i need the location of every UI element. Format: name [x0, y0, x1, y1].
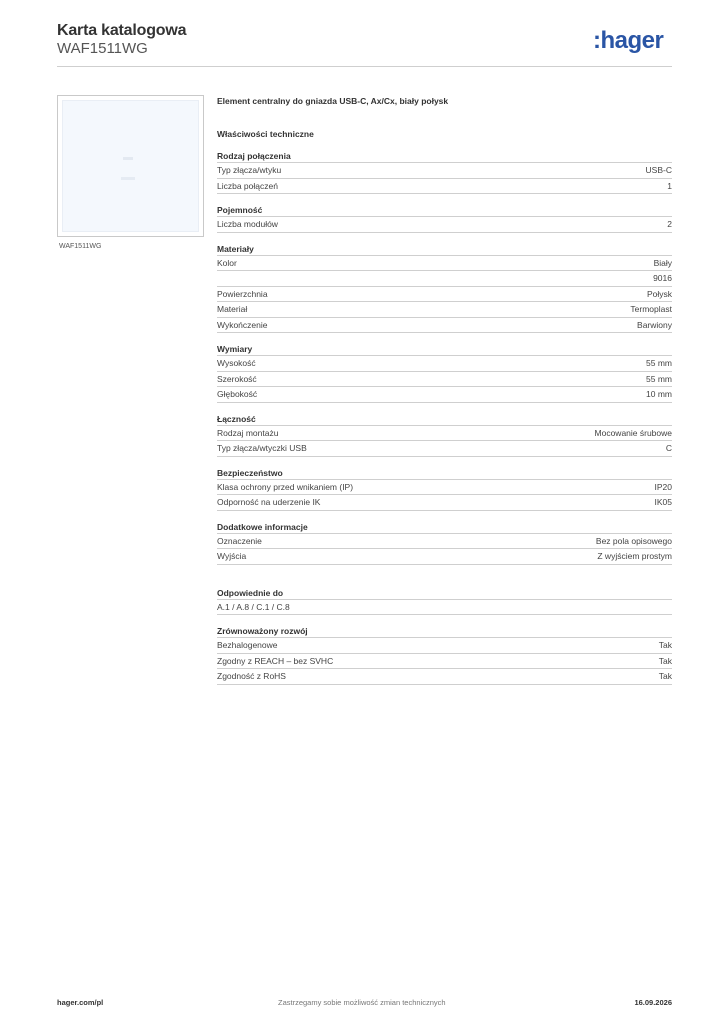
spec-row	[217, 549, 672, 565]
spec-row	[217, 255, 672, 272]
section-title: Rodzaj połączenia	[217, 151, 291, 161]
spec-label: Liczba modułów	[217, 219, 278, 229]
spec-value: 1	[667, 180, 672, 191]
section-title: Bezpieczeństwo	[217, 467, 283, 478]
suitable-section	[217, 587, 672, 616]
footer-notice: Zastrzegamy sobie możliwość zmian technicznych	[278, 998, 446, 1007]
spec-row	[217, 669, 672, 685]
spec-label: Liczba połączeń	[217, 180, 278, 191]
spec-value: Biały	[653, 257, 672, 268]
spec-value: Z wyjściem prostym	[597, 551, 672, 561]
spec-value: IK05	[654, 497, 672, 507]
spec-label: A.1 / A.8 / C.1 / C.8	[217, 601, 290, 612]
spec-value: 2	[667, 219, 672, 229]
spec-row	[217, 302, 672, 318]
technical-properties-title: Właściwości techniczne	[217, 129, 314, 139]
section-title: Pojemność	[217, 205, 263, 215]
spec-label: Zgodność z RoHS	[217, 671, 286, 681]
spec-row	[217, 372, 672, 388]
spec-label: Kolor	[217, 257, 237, 268]
logo-dots-icon: :	[593, 27, 601, 54]
image-caption: WAF1511WG	[59, 243, 102, 250]
section-title: Dodatkowe informacje	[217, 521, 308, 532]
hager-logo	[593, 28, 663, 54]
spec-value: Tak	[658, 640, 672, 650]
spec-value: IP20	[654, 481, 672, 492]
spec-value: C	[665, 443, 672, 453]
spec-value: Termoplast	[630, 304, 672, 314]
spec-value: 55 mm	[646, 358, 672, 368]
spec-label: Zgodny z REACH – bez SVHC	[217, 655, 334, 666]
spec-label: Wysokość	[217, 358, 256, 368]
spec-label: Wykończenie	[217, 319, 268, 330]
spec-section	[217, 521, 672, 565]
spec-section	[217, 343, 672, 403]
spec-label: Odporność na uderzenie IK	[217, 497, 321, 507]
document-header	[57, 22, 186, 58]
spec-label: Typ złącza/wtyku	[217, 165, 282, 175]
spec-label: Typ złącza/wtyczki USB	[217, 443, 307, 453]
footer-website: hager.com/pl	[57, 998, 104, 1007]
spec-row	[217, 654, 672, 670]
footer-date: 16.09.2026	[634, 998, 672, 1007]
header-divider	[57, 66, 672, 67]
spec-label: Bezhalogenowe	[217, 640, 278, 650]
spec-label: Oznaczenie	[217, 535, 262, 546]
spec-value: Mocowanie śrubowe	[594, 427, 672, 438]
specifications	[217, 95, 672, 695]
spec-value: Połysk	[646, 288, 672, 299]
spec-row	[217, 216, 672, 233]
spec-value: 55 mm	[646, 373, 672, 384]
section-title: Łączność	[217, 413, 256, 424]
spec-row	[217, 479, 672, 496]
usb-port-mark	[121, 177, 135, 180]
spec-row	[217, 387, 672, 403]
spec-label: Rodzaj montażu	[217, 427, 279, 438]
spec-section	[217, 467, 672, 511]
spec-label: Szerokość	[217, 373, 257, 384]
product-image-frame	[57, 95, 204, 237]
spec-label: Głębokość	[217, 389, 258, 399]
spec-value: 9016	[653, 273, 672, 283]
spec-value: Bez pola opisowego	[595, 535, 672, 546]
spec-row	[217, 533, 672, 550]
spacer	[217, 575, 672, 587]
spec-row	[217, 441, 672, 457]
product-description: Element centralny do gniazda USB-C, Ax/Cx, biały połysk	[217, 96, 449, 106]
sustainability-section	[217, 625, 672, 685]
spec-section	[217, 150, 672, 194]
spec-row	[217, 179, 672, 195]
spec-row	[217, 287, 672, 303]
spec-section	[217, 204, 672, 233]
product-reference: WAF1511WG	[57, 40, 148, 57]
spec-section	[217, 413, 672, 457]
spec-section	[217, 243, 672, 334]
section-title: Zrównoważony rozwój	[217, 626, 308, 636]
spec-value: Tak	[658, 671, 672, 681]
spec-label: Wyjścia	[217, 551, 247, 561]
spec-value: 10 mm	[646, 389, 672, 399]
usb-port-mark	[123, 157, 133, 160]
spec-sections	[217, 150, 672, 565]
document-title: Karta katalogowa	[57, 22, 187, 39]
spec-row	[217, 162, 672, 179]
product-image	[62, 100, 199, 232]
logo-text: hager	[600, 27, 664, 54]
spec-value: Tak	[658, 655, 672, 666]
spec-row	[217, 637, 672, 654]
spec-label: Powierzchnia	[217, 288, 268, 299]
spec-row	[217, 271, 672, 287]
section-title: Materiały	[217, 243, 254, 254]
spec-label: Klasa ochrony przed wnikaniem (IP)	[217, 481, 354, 492]
spec-label: Materiał	[217, 304, 248, 314]
spec-value: Barwiony	[637, 319, 672, 330]
spec-row	[217, 599, 672, 616]
spec-value: USB-C	[645, 165, 672, 175]
section-title: Odpowiednie do	[217, 587, 284, 598]
section-title: Wymiary	[217, 344, 253, 354]
spec-row	[217, 355, 672, 372]
spec-row	[217, 318, 672, 334]
spec-row	[217, 495, 672, 511]
spec-row	[217, 425, 672, 442]
